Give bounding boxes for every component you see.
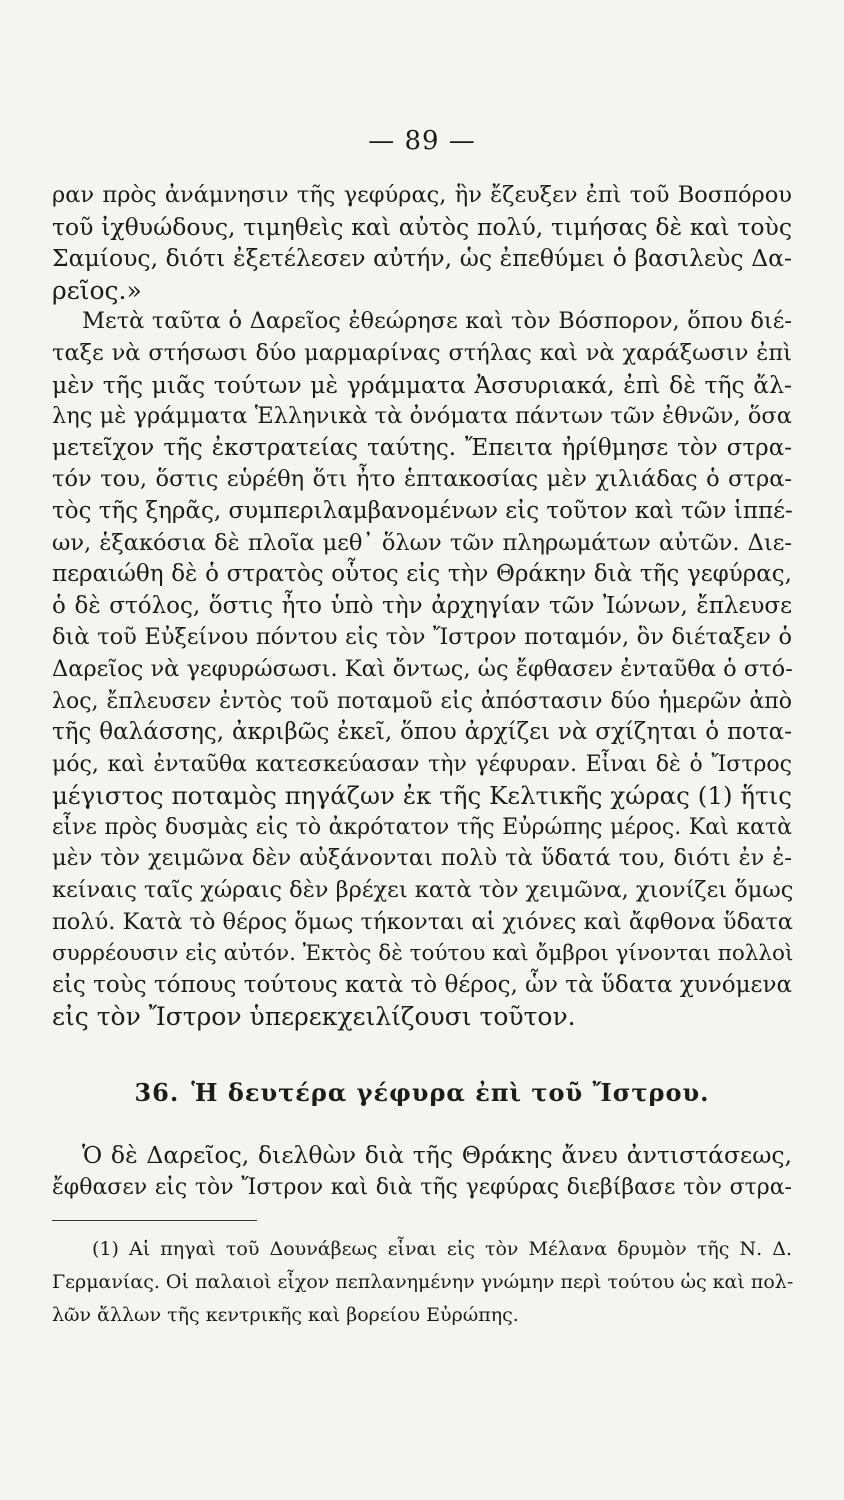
text-line: διὰ τοῦ Εὐξείνου πόντου εἰς τὸν Ἴστρον ποταμόν, ὃν διέταξεν ὁ [52, 624, 792, 651]
text-line: λης μὲ γράμματα Ἑλληνικὰ τὰ ὀνόματα πάντων τῶν ἐθνῶν, ὅσα [52, 403, 792, 430]
footnote-divider [52, 1220, 257, 1221]
text-line: συρρέουσιν εἰς αὐτόν. Ἐκτὸς δὲ τούτου καὶ ὄμβροι γίνονται πολλοὶ [52, 941, 794, 967]
text-line: τῆς θαλάσσης, ἀκριβῶς ἐκεῖ, ὅπου ἀρχίζει νὰ σχίζηται ὁ ποτα- [52, 719, 792, 746]
text-line: ἔφθασεν εἰς τὸν Ἴστρον καὶ διὰ τῆς γεφύρας διεβίβασε τὸν στρα- [52, 1174, 792, 1200]
text-line: μέγιστος ποταμὸς πηγάζων ἐκ τῆς Κελτικῆς χώρας (1) ἥτις [52, 781, 792, 811]
text-line: ὁ δὲ στόλος, ὅστις ἦτο ὑπὸ τὴν ἀρχηγίαν τῶν Ἰώνων, ἔπλευσε [52, 592, 792, 619]
text-line: μὲν τῆς μιᾶς τούτων μὲ γράμματα Ἀσσυριακά, ἐπὶ δὲ τῆς ἄλ- [52, 370, 792, 399]
text-line: περαιώθη δὲ ὁ στρατὸς οὗτος εἰς τὴν Θράκην διὰ τῆς γεφύρας, [52, 561, 792, 588]
footnote-line: (1) Αἱ πηγαὶ τοῦ Δουνάβεως εἶναι εἰς τὸν Μέλανα δρυμὸν τῆς Ν. Δ. [92, 1238, 792, 1260]
text-line: εἰς τοὺς τόπους τούτους κατὰ τὸ θέρος, ὧν τὰ ὕδατα χυνόμενα [52, 971, 792, 998]
text-line: ραν πρὸς ἀνάμνησιν τῆς γεφύρας, ἣν ἔζευξεν ἐπὶ τοῦ Βοσπόρου [52, 182, 792, 208]
text-line: μὲν τὸν χειμῶνα δὲν αὐξάνονται πολὺ τὰ ὕδατά του, διότι ἐν ἐ- [52, 845, 792, 872]
text-line: Σαμίους, διότι ἐξετέλεσεν αὐτήν, ὡς ἐπεθύμει ὁ βασιλεὺς Δα- [52, 244, 792, 273]
text-line: εἶνε πρὸς δυσμὰς εἰς τὸ ἀκρότατον τῆς Εὐρώπης μέρος. Καὶ κατὰ [52, 814, 792, 840]
section-number: 36. [134, 1078, 180, 1107]
text-line: εἰς τὸν Ἴστρον ὑπερεκχειλίζουσι τοῦτον. [52, 1002, 576, 1032]
text-line: τόν του, ὅστις εὑρέθη ὅτι ἦτο ἑπτακοσίας μὲν χιλιάδας ὁ στρα- [52, 466, 792, 493]
section-title: Ἡ δευτέρα γέφυρα ἐπὶ τοῦ Ἴστρου. [191, 1078, 710, 1107]
page-number: — 89 — [368, 126, 476, 156]
text-line: Μετὰ ταῦτα ὁ Δαρεῖος ἐθεώρησε καὶ τὸν Βόσπορον, ὅπου διέ- [82, 308, 792, 335]
main-paragraph [52, 180, 792, 1033]
text-line: ρεῖος.» [52, 275, 142, 305]
text-line: μετεῖχον τῆς ἐκστρατείας ταύτης. Ἔπειτα ἠρίθμησε τὸν στρα- [52, 434, 792, 461]
text-line: Δαρεῖος νὰ γεφυρώσωσι. Καὶ ὄντως, ὡς ἔφθασεν ἐνταῦθα ὁ στό- [52, 655, 793, 682]
text-line: μός, καὶ ἐνταῦθα κατεσκεύασαν τὴν γέφυραν. Εἶναι δὲ ὁ Ἴστρος [52, 751, 792, 777]
text-line: τοῦ ἰχθυώδους, τιμηθεὶς καὶ αὐτὸς πολύ, τιμήσας δὲ καὶ τοὺς [52, 212, 792, 241]
section-heading [0, 1078, 844, 1107]
section-paragraph [52, 1140, 792, 1203]
footnote-line: λῶν ἄλλων τῆς κεντρικῆς καὶ βορείου Εὐρώπης. [52, 1304, 519, 1326]
text-line: ταξε νὰ στήσωσι δύο μαρμαρίνας στήλας καὶ νὰ χαράξωσιν ἐπὶ [52, 339, 792, 366]
text-line: πολύ. Κατὰ τὸ θέρος ὅμως τήκονται αἱ χιόνες καὶ ἄφθονα ὕδατα [52, 908, 793, 935]
text-line: λος, ἔπλευσεν ἐντὸς τοῦ ποταμοῦ εἰς ἀπόστασιν δύο ἡμερῶν ἀπὸ [52, 688, 792, 714]
footnotes [52, 1233, 792, 1332]
text-line: ων, ἑξακόσια δὲ πλοῖα μεθ᾽ ὅλων τῶν πληρωμάτων αὐτῶν. Διε- [52, 529, 792, 556]
footnote-line: Γερμανίας. Οἱ παλαιοὶ εἶχον πεπλανημένην γνώμην περὶ τούτου ὡς καὶ πολ- [52, 1271, 794, 1293]
text-line: τὸς τῆς ξηρᾶς, συμπεριλαμβανομένων εἰς τοῦτον καὶ τῶν ἱππέ- [52, 497, 793, 524]
text-line: Ὁ δὲ Δαρεῖος, διελθὼν διὰ τῆς Θράκης ἄνευ ἀντιστάσεως, [82, 1141, 792, 1169]
text-line: κείναις ταῖς χώραις δὲν βρέχει κατὰ τὸν χειμῶνα, χιονίζει ὅμως [52, 877, 794, 904]
